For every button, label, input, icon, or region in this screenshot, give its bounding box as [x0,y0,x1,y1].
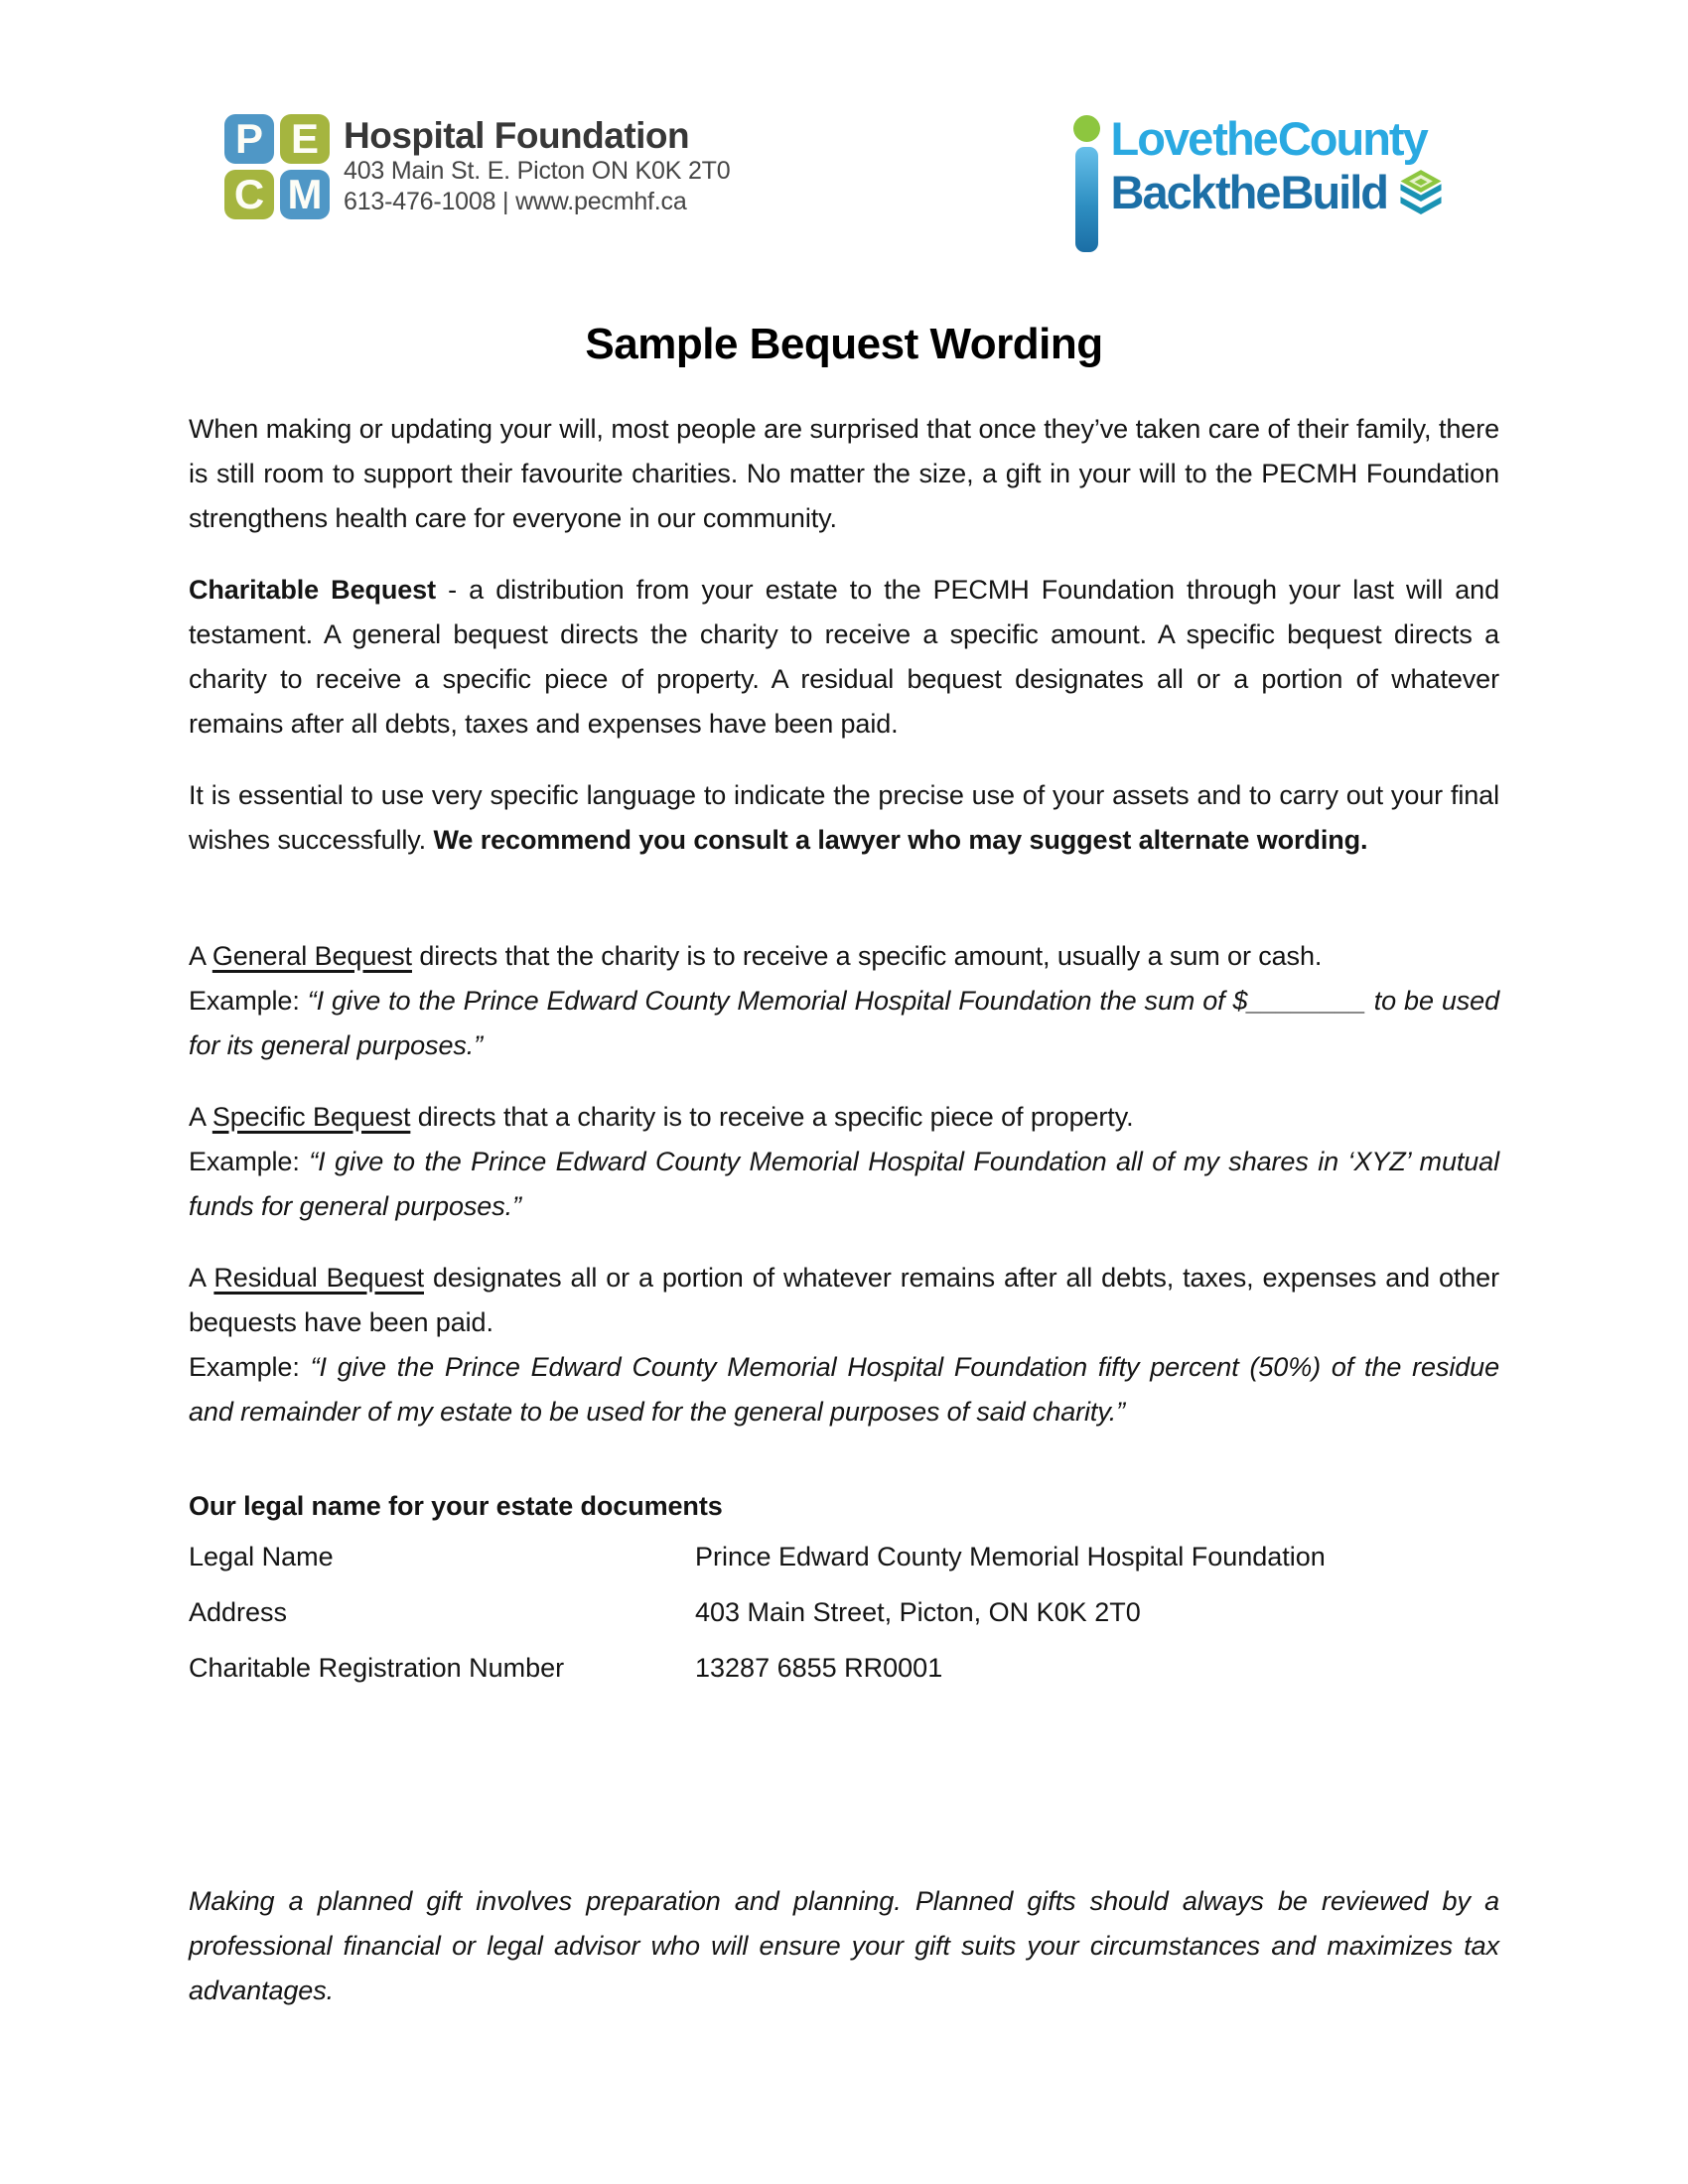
back-the-build-line [1111,164,1448,221]
legal-row-name [189,1529,1499,1584]
address-label: Address [189,1597,288,1627]
paragraph-intro [189,407,1499,541]
text-run: A [189,941,212,971]
text-run: Specific Bequest [211,1102,411,1132]
text-run: Example: [189,986,308,1016]
back-the-build-label: Back the Build [1110,166,1387,218]
text-run: Example: [189,1147,310,1176]
back-the-build-logo [1073,114,1448,252]
text-run: Charitable Bequest [189,575,436,605]
foundation-contact-block [344,114,730,219]
pecm-square-c: C [224,170,274,219]
text-run: - a distribution from your estate to the PECMH Foundation through your last will and testament. A general bequest directs the charity to receive a specific amount. A specific bequest directs a charity to receive a specific piece of property. A residual bequest designates all or a portion of whatever remains after all debts, taxes and expenses have been paid. [189,575,1499,739]
build-box-icon [1394,168,1448,221]
text-run: When making or updating your will, most people are surprised that once they’ve taken care of their family, there is still room to support their favourite charities. No matter the size, a gift in your will to the PECMH Foundation strengthens health care for everyone in our community. [189,414,1499,533]
pecm-logo-squares [224,114,330,219]
legal-name-value: Prince Edward County Memorial Hospital Foundation [695,1542,1326,1571]
text-run: General Bequest [211,941,412,971]
foundation-name: Hospital Foundation [344,115,690,156]
text-run: Residual Bequest [213,1263,424,1293]
legal-name-section [189,1484,1499,1696]
text-run: It is essential to use very specific language to indicate the precise use of your assets and to carry out your final wishes successfully. [189,780,1499,855]
header [189,0,1499,265]
disclaimer-note [189,1879,1499,2013]
text-run: “I give to the Prince Edward County Memorial Hospital Foundation the sum of $________ to be used for its general purposes.” [189,986,1499,1060]
legal-section-heading: Our legal name for your estate documents [189,1491,723,1521]
text-run: “I give to the Prince Edward County Memorial Hospital Foundation all of my shares in ‘XYZ’ mutual funds for general purposes.” [189,1147,1499,1221]
paragraph-consult-lawyer [189,773,1499,907]
paragraph-general-bequest [189,934,1499,1068]
registration-number-label: Charitable Registration Number [189,1653,565,1683]
foundation-phone-website: 613-476-1008 | www.pecmhf.ca [344,188,687,215]
pecm-foundation-logo [224,114,730,219]
i-dot-icon [1073,115,1100,142]
text-run: A [189,1263,214,1293]
text-run: Making a planned gift involves preparation and planning. Planned gifts should always be reviewed by a professional financial or legal advisor who will ensure your gift suits your circumstances and maximizes tax advantages. [189,1886,1499,2005]
i-bar-icon [1075,147,1098,252]
pecm-square-p: P [224,114,274,164]
love-the-county-line: Love the County [1110,112,1427,165]
text-run: We recommend you consult a lawyer who may suggest alternate wording. [433,825,1368,855]
pecm-square-m: M [280,170,330,219]
text-run: directs that the charity is to receive a specific amount, usually a sum or cash. [411,941,1323,971]
back-the-build-text [1111,114,1448,252]
address-value: 403 Main Street, Picton, ON K0K 2T0 [695,1597,1141,1627]
paragraph-specific-bequest [189,1095,1499,1229]
text-run: Example: [189,1352,311,1382]
document-body [189,407,1499,2013]
page-title: Sample Bequest Wording [585,320,1103,368]
legal-row-registration [189,1640,1499,1696]
text-run: directs that a charity is to receive a specific piece of property. [410,1102,1134,1132]
i-mark-icon [1073,114,1100,252]
legal-name-label: Legal Name [189,1542,334,1571]
legal-row-address [189,1584,1499,1640]
text-run: A [189,1102,212,1132]
foundation-address: 403 Main St. E. Picton ON K0K 2T0 [344,157,731,185]
paragraph-residual-bequest [189,1256,1499,1434]
text-run: “I give the Prince Edward County Memorial Hospital Foundation fifty percent (50%) of the residue and remainder of my estate to be used for the general purposes of said charity.” [189,1352,1499,1427]
text-run: designates all or a portion of whatever remains after all debts, taxes, expenses and other bequests have been paid. [189,1263,1499,1337]
pecm-square-e: E [280,114,330,164]
registration-number-value: 13287 6855 RR0001 [695,1653,943,1683]
paragraph-charitable-bequest [189,568,1499,747]
